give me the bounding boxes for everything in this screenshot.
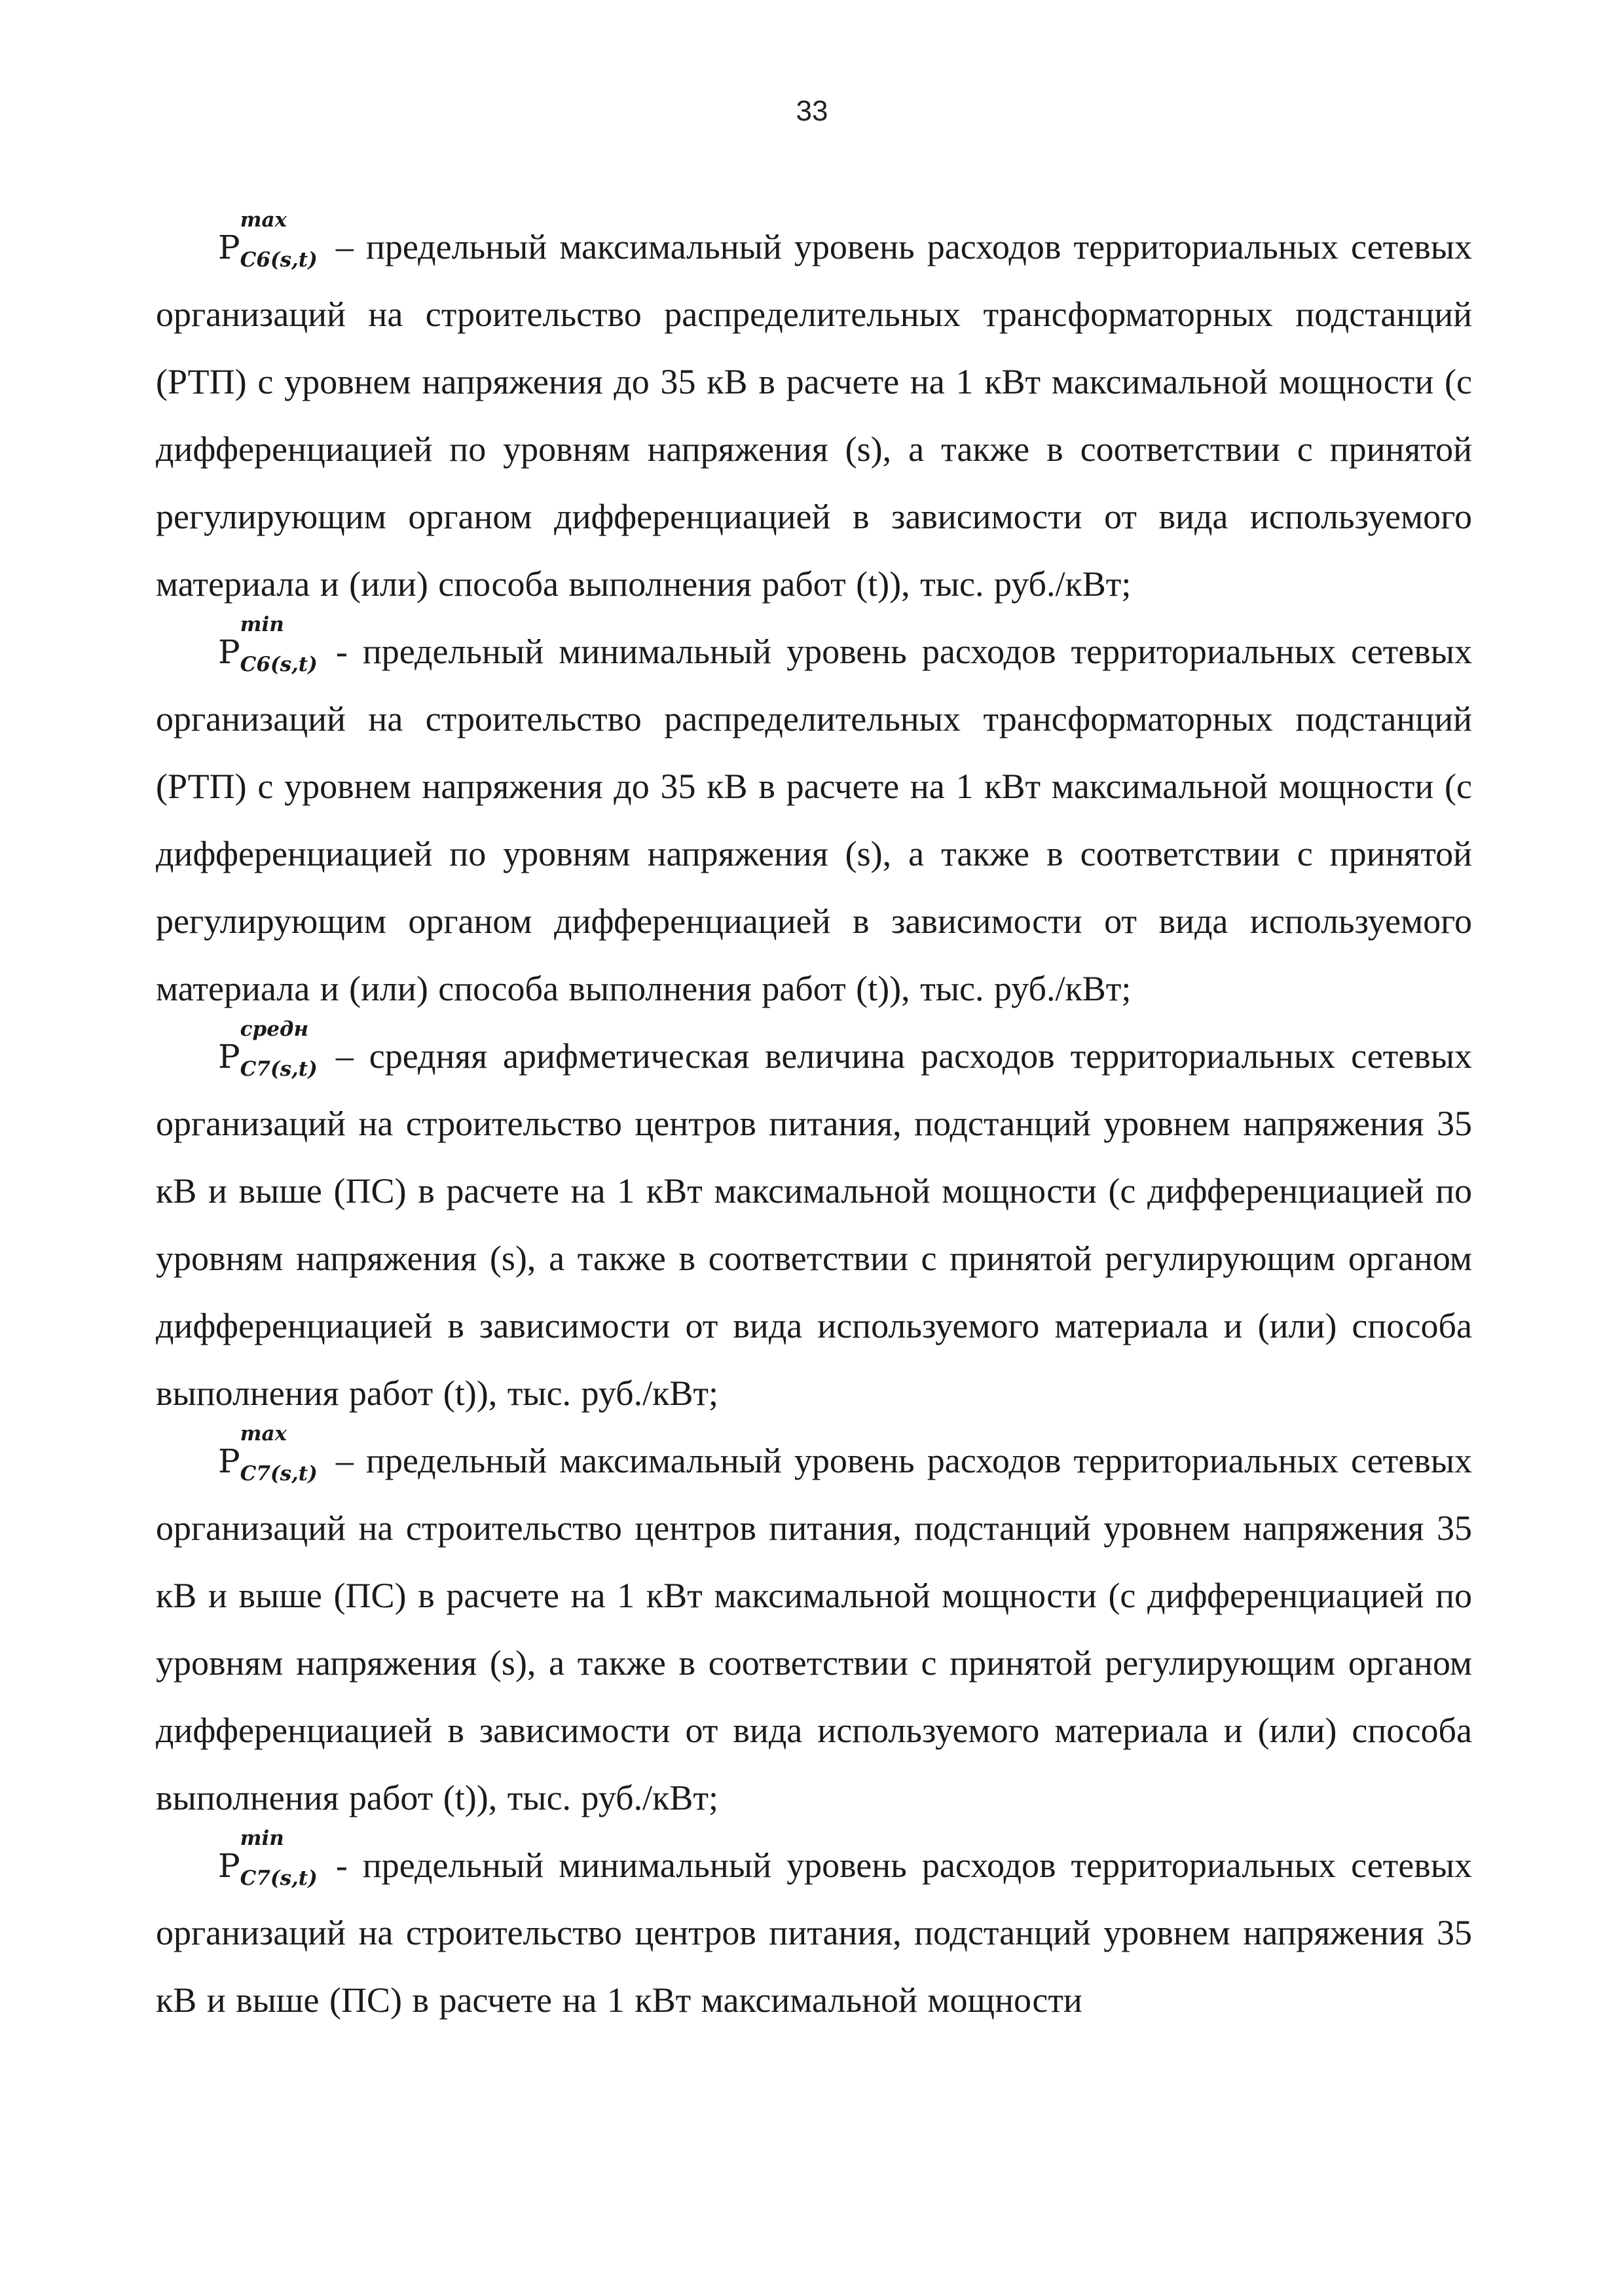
symbol-base: P [218, 1038, 240, 1076]
formula-symbol [218, 1422, 318, 1485]
definition-dash: – [335, 1036, 354, 1076]
document-body [156, 208, 1473, 2034]
definition-dash: - [335, 1846, 348, 1885]
formula-symbol [218, 208, 318, 272]
symbol-base: P [218, 228, 240, 266]
symbol-superscript: max [240, 208, 287, 232]
definition-paragraph [156, 1017, 1473, 1427]
symbol-superscript: средн [240, 1017, 309, 1041]
symbol-superscript: max [240, 1422, 287, 1446]
symbol-base: P [218, 1442, 240, 1480]
formula-symbol [218, 613, 318, 676]
definition-paragraph [156, 1827, 1473, 2034]
page-number: 33 [796, 95, 828, 127]
definition-text: предельный максимальный уровень расходов территориальных сетевых организаций на строительство центров питания, подстанций уровнем напряжения 35 кВ и выше (ПС) в расчете на 1 кВт максимальной мощности (с дифференциацией по уровням напряжения (s), а также в соответствии с принятой регулирующим органом дифференциацией в зависимости от вида используемого материала и (или) способа выполнения работ (t)), тыс. руб./кВт; [156, 1441, 1473, 1817]
definition-text: средняя арифметическая величина расходов территориальных сетевых организаций на строительство центров питания, подстанций уровнем напряжения 35 кВ и выше (ПС) в расчете на 1 кВт максимальной мощности (с дифференциацией по уровням напряжения (s), а также в соответствии с принятой регулирующим органом дифференциацией в зависимости от вида используемого материала и (или) способа выполнения работ (t)), тыс. руб./кВт; [156, 1036, 1473, 1413]
definition-text: предельный максимальный уровень расходов территориальных сетевых организаций на строительство распределительных трансформаторных подстанций (РТП) с уровнем напряжения до 35 кВ в расчете на 1 кВт максимальной мощности (с дифференциацией по уровням напряжения (s), а также в соответствии с принятой регулирующим органом дифференциацией в зависимости от вида используемого материала и (или) способа выполнения работ (t)), тыс. руб./кВт; [156, 227, 1473, 604]
definition-text: предельный минимальный уровень расходов территориальных сетевых организаций на строительство центров питания, подстанций уровнем напряжения 35 кВ и выше (ПС) в расчете на 1 кВт максимальной мощности [156, 1846, 1473, 2020]
definition-paragraph [156, 1422, 1473, 1832]
symbol-subscript: C7(s,t) [240, 1057, 318, 1081]
symbol-subscript: C7(s,t) [240, 1867, 318, 1890]
definition-paragraph [156, 208, 1473, 618]
definition-dash: – [335, 1441, 354, 1480]
definition-text: предельный минимальный уровень расходов территориальных сетевых организаций на строительство распределительных трансформаторных подстанций (РТП) с уровнем напряжения до 35 кВ в расчете на 1 кВт максимальной мощности (с дифференциацией по уровням напряжения (s), а также в соответствии с принятой регулирующим органом дифференциацией в зависимости от вида используемого материала и (или) способа выполнения работ (t)), тыс. руб./кВт; [156, 632, 1473, 1008]
definition-dash: - [335, 632, 348, 671]
formula-symbol [218, 1827, 318, 1890]
symbol-superscript: min [240, 613, 284, 636]
symbol-subscript: C6(s,t) [240, 248, 318, 272]
definition-paragraph [156, 613, 1473, 1023]
symbol-subscript: C7(s,t) [240, 1462, 318, 1485]
symbol-base: P [218, 633, 240, 671]
definition-dash: – [335, 227, 354, 266]
symbol-subscript: C6(s,t) [240, 653, 318, 676]
formula-symbol [218, 1017, 318, 1081]
symbol-base: P [218, 1847, 240, 1885]
symbol-superscript: min [240, 1827, 284, 1850]
